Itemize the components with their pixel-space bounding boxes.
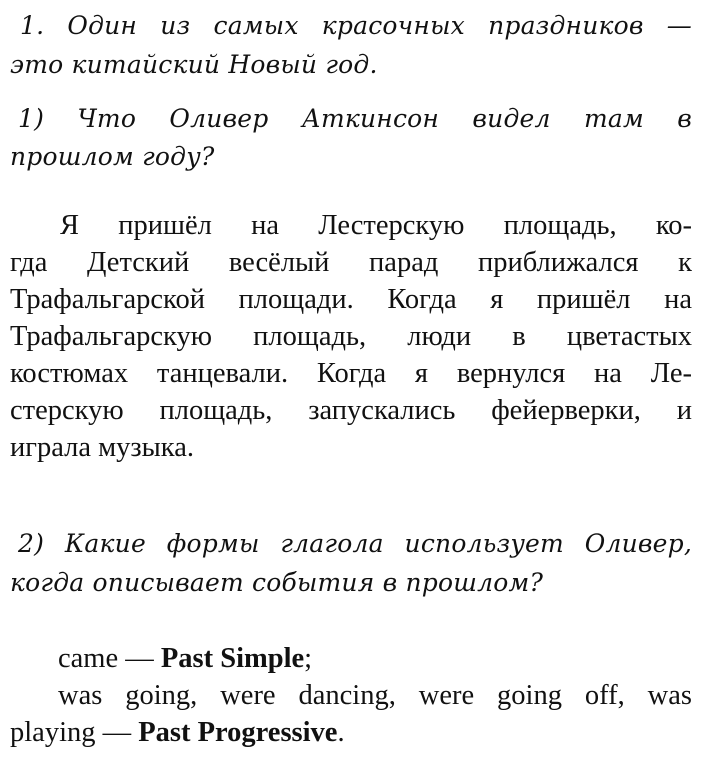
answer-2-line-3 — [10, 714, 345, 751]
answer-2-line-3-prefix: playing — — [10, 717, 139, 748]
answer-1-line-7: играла музыка. — [10, 432, 194, 463]
answer-1-line-6: стерскую площадь, запускались фейерверки, и — [10, 395, 692, 426]
question-2-line-1: 2) Какие формы глагола использует Оливер, — [18, 529, 692, 558]
answer-2-line-1-suffix: ; — [304, 643, 313, 674]
answer-1-line-4: Трафальгарскую площадь, люди в цветастых — [10, 321, 692, 352]
answer-1-line-2: гда Детский весёлый парад приближался к — [10, 247, 692, 278]
answer-2-line-2: was going, were dancing, were going off, was — [58, 680, 692, 711]
answer-2-line-1-prefix: came — — [58, 643, 161, 674]
answer-1-line-3: Трафальгарской площади. Когда я пришёл на — [10, 284, 692, 315]
question-2-line-2: когда описывает события в прошлом? — [10, 568, 544, 597]
answer-2-line-3-suffix: . — [337, 717, 345, 748]
answer-1-line-1: Я пришёл на Лестерскую площадь, ко- — [60, 210, 692, 241]
intro-line-2: это китайский Новый год. — [10, 50, 378, 79]
past-progressive-term: Past Progressive — [138, 717, 338, 748]
question-1-line-1: 1) Что Оливер Аткинсон видел там в — [18, 104, 692, 133]
past-simple-term: Past Simple — [160, 643, 305, 674]
answer-1-line-5: костюмах танцевали. Когда я вернулся на Ле- — [10, 358, 692, 389]
answer-2-line-1 — [58, 640, 312, 677]
question-1-line-2: прошлом году? — [10, 142, 215, 171]
intro-line-1: 1. Один из самых красочных праздников — — [20, 11, 692, 40]
